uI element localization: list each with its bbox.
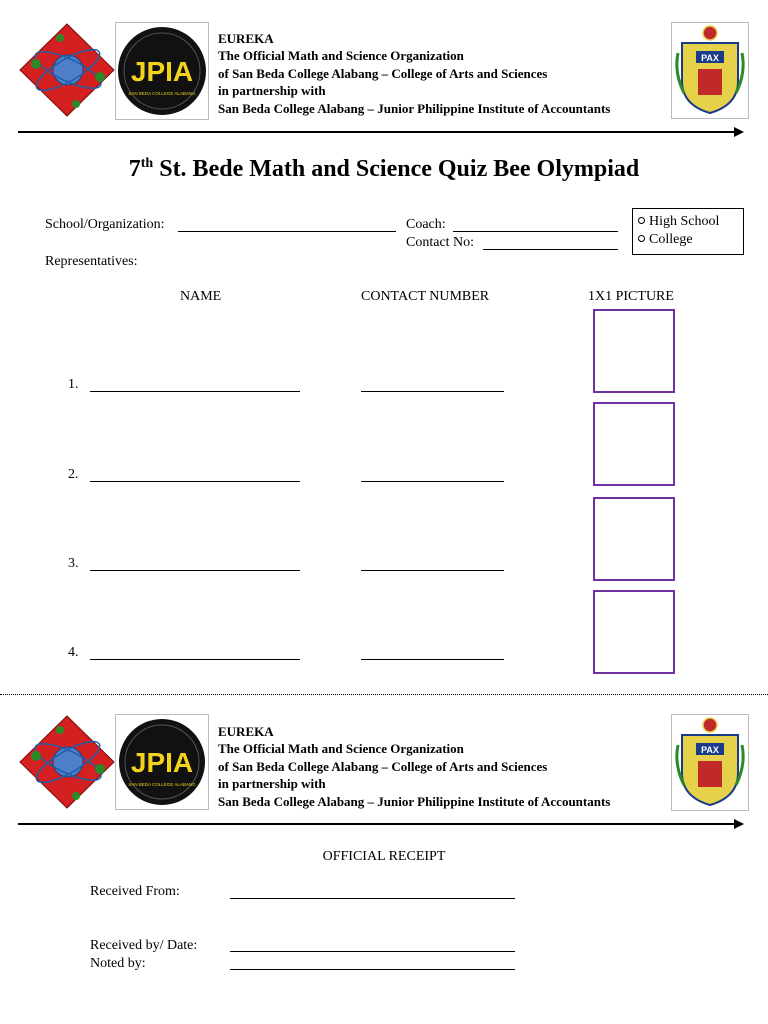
received-from-field[interactable]: [230, 898, 515, 899]
name-field[interactable]: [90, 481, 300, 482]
row-number: 3.: [68, 556, 79, 571]
header-org: EUREKA: [218, 31, 274, 46]
school-label: School/Organization:: [45, 217, 165, 232]
picture-box[interactable]: [593, 590, 675, 674]
contact-number-field[interactable]: [361, 570, 504, 571]
name-field[interactable]: [90, 659, 300, 660]
picture-box[interactable]: [593, 309, 675, 393]
coach-label: Coach:: [406, 217, 446, 232]
header-rule-arrowhead: [734, 819, 744, 829]
header-text-block: [218, 30, 610, 117]
col-header-picture: 1X1 PICTURE: [588, 289, 674, 304]
col-header-contact: CONTACT NUMBER: [361, 289, 490, 304]
contact-number-field[interactable]: [361, 659, 504, 660]
san-beda-crest: [671, 714, 749, 811]
header-rule: [18, 131, 734, 133]
title-number: 7: [128, 156, 141, 182]
received-by-field[interactable]: [230, 951, 515, 952]
header-line2: of San Beda College Alabang – College of Arts and Sciences: [218, 758, 548, 774]
header-org: EUREKA: [218, 724, 274, 739]
header-text-block: [218, 723, 610, 810]
school-field[interactable]: [178, 231, 396, 232]
picture-box[interactable]: [593, 402, 675, 486]
noted-by-field[interactable]: [230, 969, 515, 970]
contact-label: Contact No:: [406, 235, 475, 250]
name-field[interactable]: [90, 391, 300, 392]
name-field[interactable]: [90, 570, 300, 571]
noted-by-label: Noted by:: [90, 956, 146, 971]
header-line1: The Official Math and Science Organization: [218, 741, 464, 757]
eureka-logo: [18, 22, 116, 118]
jpia-logo-subtext: SAN BEDA COLLEGE ALABANG: [128, 782, 196, 787]
crest-text: PAX: [701, 53, 719, 63]
jpia-logo: [115, 714, 209, 810]
jpia-logo-subtext: SAN BEDA COLLEGE ALABANG: [128, 91, 196, 96]
header-line4: San Beda College Alabang – Junior Philippine Institute of Accountants: [218, 100, 611, 116]
row-number: 4.: [68, 645, 79, 660]
received-by-label: Received by/ Date:: [90, 938, 198, 953]
title-superscript: th: [140, 156, 154, 171]
header-line3: in partnership with: [218, 776, 326, 792]
header-rule: [18, 823, 734, 825]
jpia-logo-text: JPIA: [130, 747, 194, 778]
header-line4: San Beda College Alabang – Junior Philippine Institute of Accountants: [218, 793, 611, 809]
contact-number-field[interactable]: [361, 391, 504, 392]
header-line1: The Official Math and Science Organization: [218, 48, 464, 64]
jpia-logo-text: JPIA: [130, 56, 194, 87]
eureka-logo: [18, 714, 116, 810]
option-label: College: [649, 232, 693, 247]
col-header-name: NAME: [180, 289, 222, 304]
representatives-label: Representatives:: [45, 254, 138, 269]
coach-field[interactable]: [453, 231, 618, 232]
row-number: 2.: [68, 467, 79, 482]
contact-number-field[interactable]: [361, 481, 504, 482]
option-label: High School: [649, 214, 720, 229]
picture-box[interactable]: [593, 497, 675, 581]
jpia-logo: [115, 22, 209, 120]
radio-icon[interactable]: [638, 235, 645, 242]
header-line3: in partnership with: [218, 83, 326, 99]
contact-field[interactable]: [483, 249, 618, 250]
cut-line: [0, 694, 768, 695]
header-line2: of San Beda College Alabang – College of Arts and Sciences: [218, 65, 548, 81]
radio-icon[interactable]: [638, 217, 645, 224]
option-high-school[interactable]: [638, 214, 719, 230]
received-from-label: Received From:: [90, 884, 180, 899]
crest-text: PAX: [701, 745, 719, 755]
option-college[interactable]: [638, 232, 693, 248]
receipt-title: OFFICIAL RECEIPT: [322, 849, 446, 864]
form-title: [0, 156, 768, 183]
header-rule-arrowhead: [734, 127, 744, 137]
san-beda-crest: [671, 22, 749, 119]
title-text: St. Bede Math and Science Quiz Bee Olympiad: [153, 156, 640, 182]
level-options-box: [632, 208, 744, 255]
row-number: 1.: [68, 377, 79, 392]
